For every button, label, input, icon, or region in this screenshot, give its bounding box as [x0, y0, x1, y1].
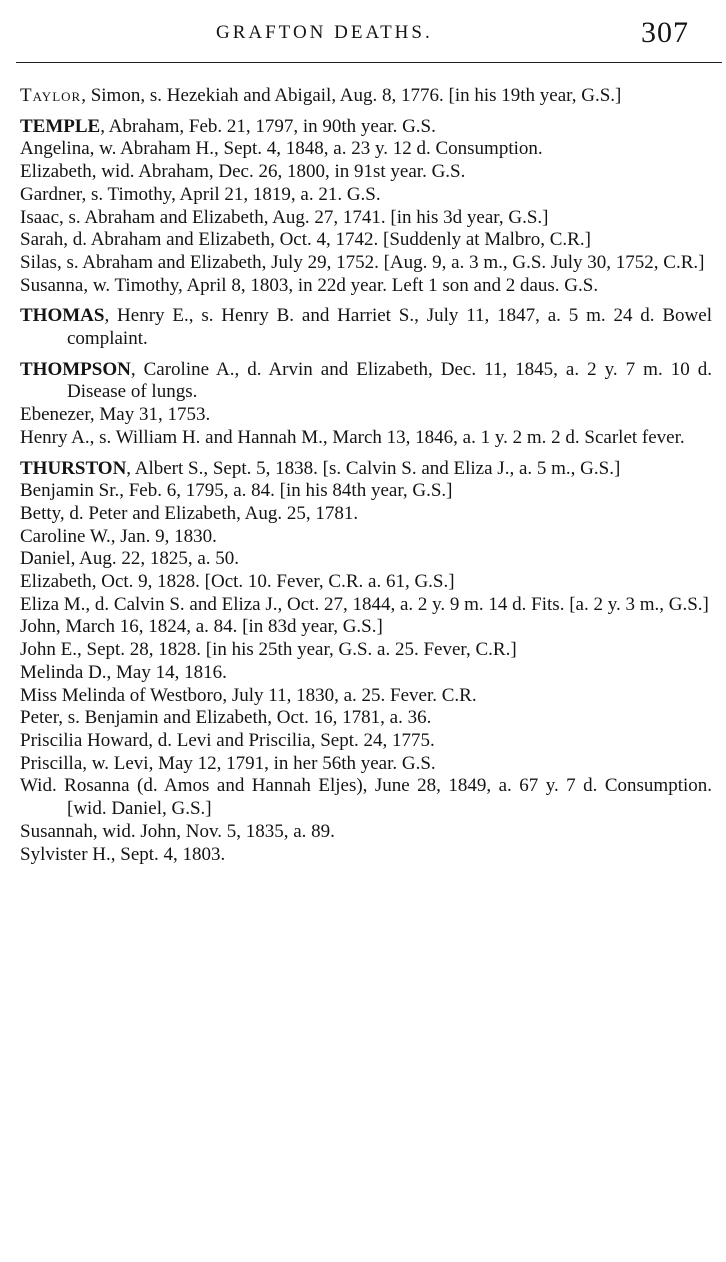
death-record-entry	[20, 229, 712, 252]
record-text: Isaac, s. Abraham and Elizabeth, Aug. 27, 1741. [in his 3d year, G.S.]	[20, 206, 549, 228]
death-record-entry	[20, 821, 712, 844]
death-record-entry	[20, 252, 712, 275]
record-text: , Simon, s. Hezekiah and Abigail, Aug. 8, 1776. [in his 19th year, G.S.]	[81, 85, 622, 106]
record-text: Betty, d. Peter and Elizabeth, Aug. 25, 1781.	[20, 502, 359, 524]
death-records-list	[20, 85, 712, 866]
death-record-entry	[20, 458, 712, 481]
death-record-entry	[20, 707, 712, 730]
surname-heading: THOMPSON	[20, 358, 131, 380]
record-text: Priscilia Howard, d. Levi and Priscilia, Sept. 24, 1775.	[20, 729, 435, 751]
header-rule	[16, 62, 722, 63]
death-record-entry	[20, 571, 712, 594]
death-record-entry	[20, 730, 712, 753]
surname-heading: Taylor	[20, 85, 82, 106]
record-text: Sylvister H., Sept. 4, 1803.	[20, 843, 226, 865]
record-text: Eliza M., d. Calvin S. and Eliza J., Oct. 27, 1844, a. 2 y. 9 m. 14 d. Fits. [a. 2 y. 3 m., G.S.]	[20, 593, 709, 615]
record-text: Henry A., s. William H. and Hannah M., March 13, 1846, a. 1 y. 2 m. 2 d. Scarlet fever.	[20, 426, 685, 448]
page-number: 307	[641, 16, 689, 49]
record-text: , Albert S., Sept. 5, 1838. [s. Calvin S. and Eliza J., a. 5 m., G.S.]	[126, 457, 621, 479]
record-text: Elizabeth, Oct. 9, 1828. [Oct. 10. Fever, C.R. a. 61, G.S.]	[20, 571, 455, 593]
death-record-entry	[20, 616, 712, 639]
surname-heading: THOMAS	[20, 305, 105, 327]
record-text: Silas, s. Abraham and Elizabeth, July 29, 1752. [Aug. 9, a. 3 m., G.S. July 30, 1752, C.R.]	[20, 251, 705, 273]
death-record-entry	[20, 503, 712, 526]
death-record-entry	[20, 526, 712, 549]
record-text: Caroline W., Jan. 9, 1830.	[20, 525, 217, 547]
record-text: , Henry E., s. Henry B. and Harriet S., July 11, 1847, a. 5 m. 24 d. Bowel complaint.	[67, 305, 712, 350]
record-text: Wid. Rosanna (d. Amos and Hannah Eljes), June 28, 1849, a. 67 y. 7 d. Consumption. [wid. Daniel, G.S.]	[20, 775, 712, 820]
record-text: Gardner, s. Timothy, April 21, 1819, a. 21. G.S.	[20, 183, 381, 205]
death-record-entry	[20, 548, 712, 571]
record-text: Sarah, d. Abraham and Elizabeth, Oct. 4, 1742. [Suddenly at Malbro, C.R.]	[20, 229, 591, 251]
death-record-entry	[20, 594, 712, 617]
death-record-entry	[20, 275, 712, 298]
death-record-entry	[20, 305, 712, 350]
record-text: Daniel, Aug. 22, 1825, a. 50.	[20, 548, 240, 570]
record-text: , Abraham, Feb. 21, 1797, in 90th year. G.S.	[100, 115, 436, 137]
page-header	[0, 12, 726, 52]
death-record-entry	[20, 138, 712, 161]
death-record-entry	[20, 359, 712, 404]
record-text: Miss Melinda of Westboro, July 11, 1830, a. 25. Fever. C.R.	[20, 684, 477, 706]
death-record-entry	[20, 116, 712, 139]
death-record-entry	[20, 427, 712, 450]
death-record-entry	[20, 404, 712, 427]
death-record-entry	[20, 775, 712, 820]
record-text: Ebenezer, May 31, 1753.	[20, 404, 211, 426]
record-text: Angelina, w. Abraham H., Sept. 4, 1848, a. 23 y. 12 d. Consumption.	[20, 138, 543, 160]
record-text: John, March 16, 1824, a. 84. [in 83d year, G.S.]	[20, 616, 383, 638]
record-text: Peter, s. Benjamin and Elizabeth, Oct. 16, 1781, a. 36.	[20, 707, 432, 729]
death-record-entry	[20, 207, 712, 230]
death-record-entry	[20, 85, 712, 108]
death-record-entry	[20, 685, 712, 708]
surname-heading: THURSTON	[20, 457, 127, 479]
death-record-entry	[20, 639, 712, 662]
record-text: Susanna, w. Timothy, April 8, 1803, in 22d year. Left 1 son and 2 daus. G.S.	[20, 274, 599, 296]
death-record-entry	[20, 184, 712, 207]
death-record-entry	[20, 161, 712, 184]
death-record-entry	[20, 662, 712, 685]
record-text: Priscilla, w. Levi, May 12, 1791, in her 56th year. G.S.	[20, 752, 436, 774]
death-record-entry	[20, 480, 712, 503]
death-record-entry	[20, 753, 712, 776]
record-text: Susannah, wid. John, Nov. 5, 1835, a. 89.	[20, 820, 335, 842]
record-text: Melinda D., May 14, 1816.	[20, 661, 227, 683]
surname-heading: TEMPLE	[20, 115, 101, 137]
running-title: GRAFTON DEATHS.	[216, 22, 433, 43]
record-text: Elizabeth, wid. Abraham, Dec. 26, 1800, in 91st year. G.S.	[20, 161, 466, 183]
death-record-entry	[20, 844, 712, 867]
record-text: Benjamin Sr., Feb. 6, 1795, a. 84. [in his 84th year, G.S.]	[20, 480, 453, 502]
record-text: John E., Sept. 28, 1828. [in his 25th year, G.S. a. 25. Fever, C.R.]	[20, 639, 517, 661]
record-text: , Caroline A., d. Arvin and Elizabeth, Dec. 11, 1845, a. 2 y. 7 m. 10 d. Disease of lungs.	[67, 358, 712, 403]
